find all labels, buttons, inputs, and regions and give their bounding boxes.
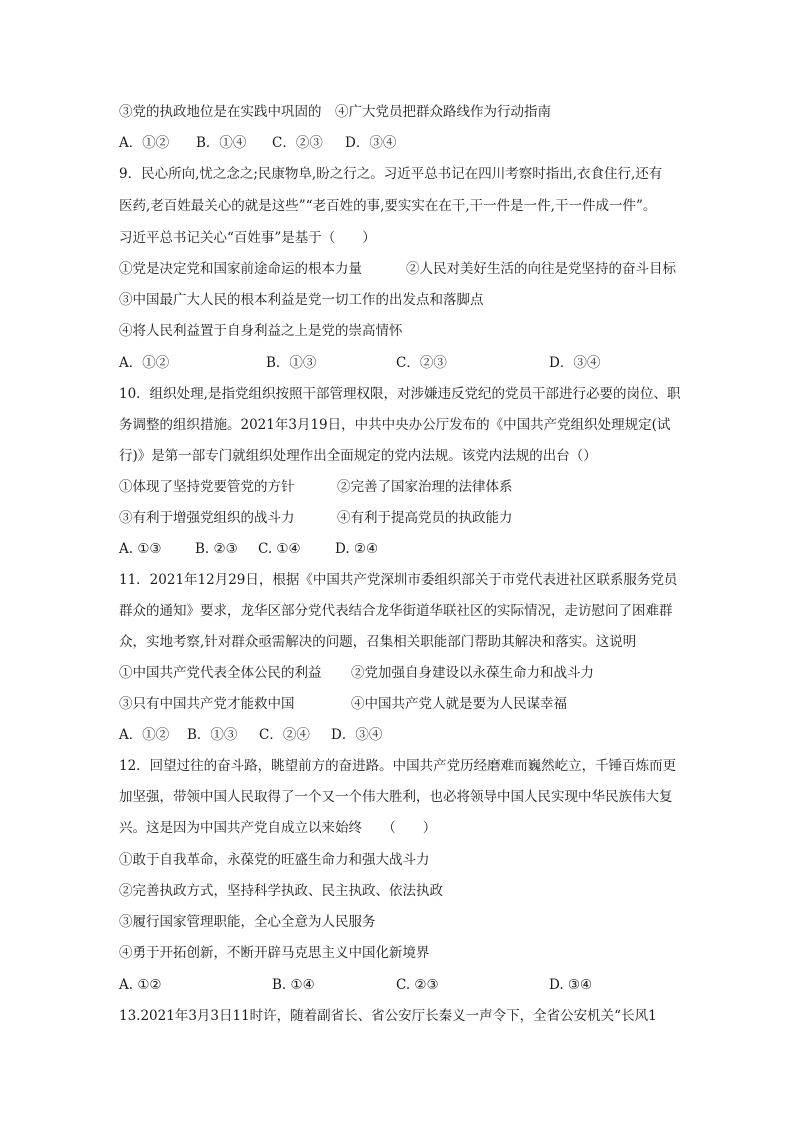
q9-option-b[interactable]: B．①③ — [266, 355, 317, 371]
q12-option-a[interactable]: A. ①② — [119, 977, 162, 993]
q12-options — [119, 975, 719, 995]
q10-option-c[interactable]: C. ①④ — [258, 541, 301, 557]
q8-option-a[interactable]: A．①② — [119, 135, 170, 151]
q11-option-d[interactable]: D．③④ — [331, 727, 383, 743]
q12-option-b[interactable]: B. ①④ — [272, 977, 315, 993]
q12-option-d[interactable]: D. ③④ — [549, 977, 593, 993]
q8-options — [119, 133, 719, 153]
q10-choice-4: ④有利于提高党员的执政能力 — [337, 510, 513, 526]
q12-choice-3: ③履行国家管理职能，全心全意为人民服务 — [119, 914, 376, 930]
q10-stem-line-1: 10．组织处理,是指党组织按照干部管理权限，对涉嫌违反党纪的党员干部进行必要的岗位、职 — [119, 386, 681, 402]
q12-stem-line-2: 加坚强，带领中国人民取得了一个又一个伟大胜利，也必将领导中国人民实现中华民族伟大复 — [119, 789, 673, 805]
q10-stem-line-2: 务调整的组织措施。2021年3月19日，中共中央办公厅发布的《中国共产党组织处理规定(试 — [119, 417, 671, 433]
q9-choice-2: ②人民对美好生活的向往是党坚持的奋斗目标 — [406, 261, 676, 277]
q11-stem-line-2: 群众的通知》要求，龙华区部分党代表结合龙华街道华联社区的实际情况，走访慰问了困难群 — [119, 603, 673, 619]
q8-option-c[interactable]: C．②③ — [272, 135, 323, 151]
q12-choice-2: ②完善执政方式，坚持科学执政、民主执政、依法执政 — [119, 883, 443, 899]
q11-stem-line-1: 11．2021年12月29日，根据《中国共产党深圳市委组织部关于市党代表进社区联系服务党员 — [119, 572, 678, 588]
q10-option-d[interactable]: D. ②④ — [335, 541, 379, 557]
q12-option-c[interactable]: C. ②③ — [396, 977, 439, 993]
q10-choice-2: ②完善了国家治理的法律体系 — [337, 479, 513, 495]
q11-option-b[interactable]: B．①③ — [187, 727, 238, 743]
q11-option-a[interactable]: A．①② — [119, 727, 170, 743]
q9-option-c[interactable]: C．②③ — [396, 355, 447, 371]
q10-choice-1: ①体现了坚持党要管党的方针 — [119, 479, 295, 495]
q9-stem-line-1: 9．民心所向,忧之念之;民康物阜,盼之行之。习近平总书记在四川考察时指出,衣食住行,还有 — [119, 166, 663, 182]
q10-option-b[interactable]: B. ②③ — [195, 541, 238, 557]
q11-choice-2: ②党加强自身建设以永葆生命力和战斗力 — [351, 665, 594, 681]
q10-options — [119, 539, 719, 559]
q11-choice-row-2 — [119, 694, 699, 714]
q9-options — [119, 353, 719, 373]
q12-choice-4: ④勇于开拓创新，不断开辟马克思主义中国化新境界 — [119, 945, 430, 961]
q8-option-b[interactable]: B．①④ — [196, 135, 247, 151]
q9-option-d[interactable]: D．③④ — [549, 355, 601, 371]
q9-choice-1: ①党是决定党和国家前途命运的根本力量 — [119, 261, 362, 277]
q11-stem-line-3: 众，实地考察,针对群众亟需解决的问题，召集相关职能部门帮助其解决和落实。这说明 — [119, 634, 637, 650]
q11-choice-1: ①中国共产党代表全体公民的利益 — [119, 665, 322, 681]
q9-stem-line-2: 医药,老百姓最关心的就是这些”“老百姓的事,要实实在在干,干一件是一件,干一件成一件”。 — [119, 198, 657, 214]
q10-choice-3: ③有利于增强党组织的战斗力 — [119, 510, 295, 526]
q13-stem-line-1: 13.2021年3月3日11时许，随着副省长、省公安厅长秦义一声令下，全省公安机关“长风1 — [119, 1008, 657, 1024]
q11-options — [119, 725, 719, 745]
q10-option-a[interactable]: A. ①③ — [119, 541, 162, 557]
q9-option-a[interactable]: A．①② — [119, 355, 170, 371]
q9-stem-line-3: 习近平总书记关心“百姓事”是基于（ ） — [119, 230, 376, 246]
q10-stem-line-3: 行)》是第一部专门就组织处理作出全面规定的党内法规。该党内法规的出台（） — [119, 448, 597, 464]
q12-stem-line-3: 兴。这是因为中国共产党自成立以来始终 （ ） — [119, 820, 437, 836]
q8-option-d[interactable]: D．③④ — [345, 135, 397, 151]
q11-choice-3: ③只有中国共产党才能救中国 — [119, 696, 295, 712]
q11-choice-4: ④中国共产党人就是要为人民谋幸福 — [351, 696, 567, 712]
q11-choice-row-1 — [119, 663, 699, 683]
q9-choice-4: ④将人民利益置于自身利益之上是党的崇高情怀 — [119, 323, 403, 339]
q11-option-c[interactable]: C．②④ — [259, 727, 310, 743]
q8-choice-line: ③党的执政地位是在实践中巩固的 ④广大党员把群众路线作为行动指南 — [119, 104, 551, 120]
q9-choice-row-1 — [119, 259, 699, 279]
q9-choice-3: ③中国最广大人民的根本利益是党一切工作的出发点和落脚点 — [119, 292, 484, 308]
q10-choice-row-1 — [119, 477, 699, 497]
q12-stem-line-1: 12．回望过往的奋斗路，眺望前方的奋进路。中国共产党历经磨难而巍然屹立，千锤百炼而更 — [119, 758, 677, 774]
q10-choice-row-2 — [119, 508, 699, 528]
q12-choice-1: ①敢于自我革命，永葆党的旺盛生命力和强大战斗力 — [119, 852, 430, 868]
